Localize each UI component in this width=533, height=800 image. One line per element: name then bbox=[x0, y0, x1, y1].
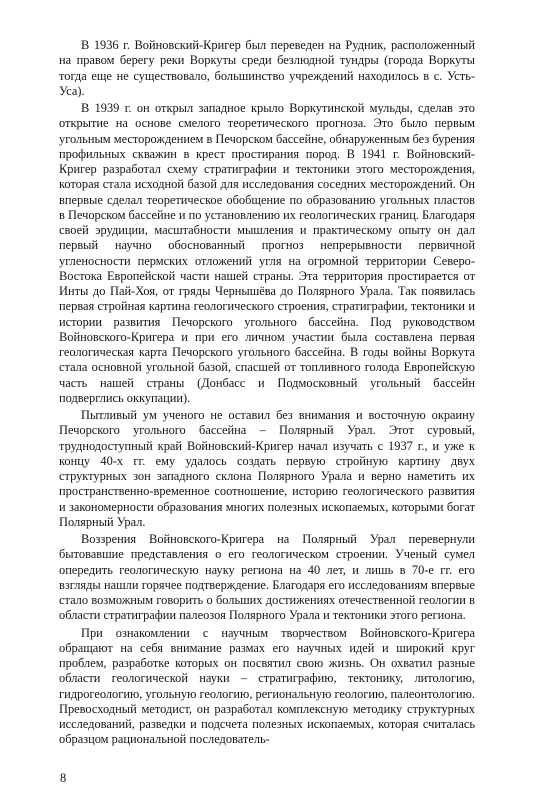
paragraph-4: Воззрения Войновского-Кригера на Полярный Урал перевернули бытовавшие представления о его геологическом строении. Ученый сумел опередить геологическую науку региона на 40 лет, и лишь в 70-е гг. его взгляды нашли горячее подтверждение. Благодаря его исследованиям впервые стало возможным говорить о больших достижениях отечественной геологии в области стратиграфии палеозоя Полярного Урала и тектоники этого региона. bbox=[59, 532, 475, 623]
paragraph-5: При ознакомлении с научным творчеством Войновского-Кригера обращают на себя внимание размах его научных идей и широкий круг проблем, разработке которых он посвятил свою жизнь. Он охватил разные области геологической науки – стратиграфию, тектонику, литологию, гидрогеологию, угольную геологию, региональную геологию, палеонтологию. Превосходный методист, он разработал комплексную методику структурных исследований, разведки и подсчета полезных ископаемых, которая считалась образцом рациональной последователь- bbox=[59, 625, 475, 747]
page-text bbox=[59, 38, 475, 750]
paragraph-2: В 1939 г. он открыл западное крыло Воркутинской мульды, сделав это открытие на основе смелого теоретического прогноза. Это было первым угольным месторождением в Печорском бассейне, обнаруженным без бурения профильных скважин в крест простирания пород. В 1941 г. Войновский-Кригер разработал схему стратиграфии и тектоники этого месторождения, которая стала исходной базой для исследования соседних месторождений. Он впервые сделал теоретическое обобщение по образованию угольных пластов в Печорском бассейне и по установлению их геологических границ. Благодаря своей эрудиции, масштабности мышления и практическому опыту он дал первый научно обоснованный прогноз непрерывности первичной угленосности пермских отложений угля на огромной территории Северо-Востока Европейской части нашей страны. Эта территория простирается от Инты до Пай-Хоя, от гряды Чернышёва до Полярного Урала. Так появилась первая стройная картина геологического строения, стратиграфии, тектоники и истории развития Печорского угольного бассейна. Под руководством Войновского-Кригера и при его личном участии была составлена первая геологическая карта Печорского угольного бассейна. В годы войны Воркута стала основной угольной базой, спасшей от топливного голода Европейскую часть нашей страны (Донбасс и Подмосковный угольный бассейн подверглись оккупации). bbox=[59, 101, 475, 405]
page-number: 8 bbox=[60, 771, 67, 785]
paragraph-1: В 1936 г. Войновский-Кригер был переведен на Рудник, расположенный на правом берегу реки Воркуты среди безлюдной тундры (города Воркуты тогда еще не существовало, большинство учреждений находилось в с. Усть-Уса). bbox=[59, 38, 475, 98]
paragraph-3: Пытливый ум ученого не оставил без внимания и восточную окраину Печорского угольного бассейна – Полярный Урал. Этот суровый, труднодоступный край Войновский-Кригер начал изучать с 1937 г., и уже к концу 40-х гг. ему удалось создать первую стройную картину двух структурных зон западного склона Полярного Урала и верно наметить их пространственно-временное соотношение, историю геологического развития и закономерности образования многих полезных ископаемых, которыми богат Полярный Урал. bbox=[59, 408, 475, 529]
